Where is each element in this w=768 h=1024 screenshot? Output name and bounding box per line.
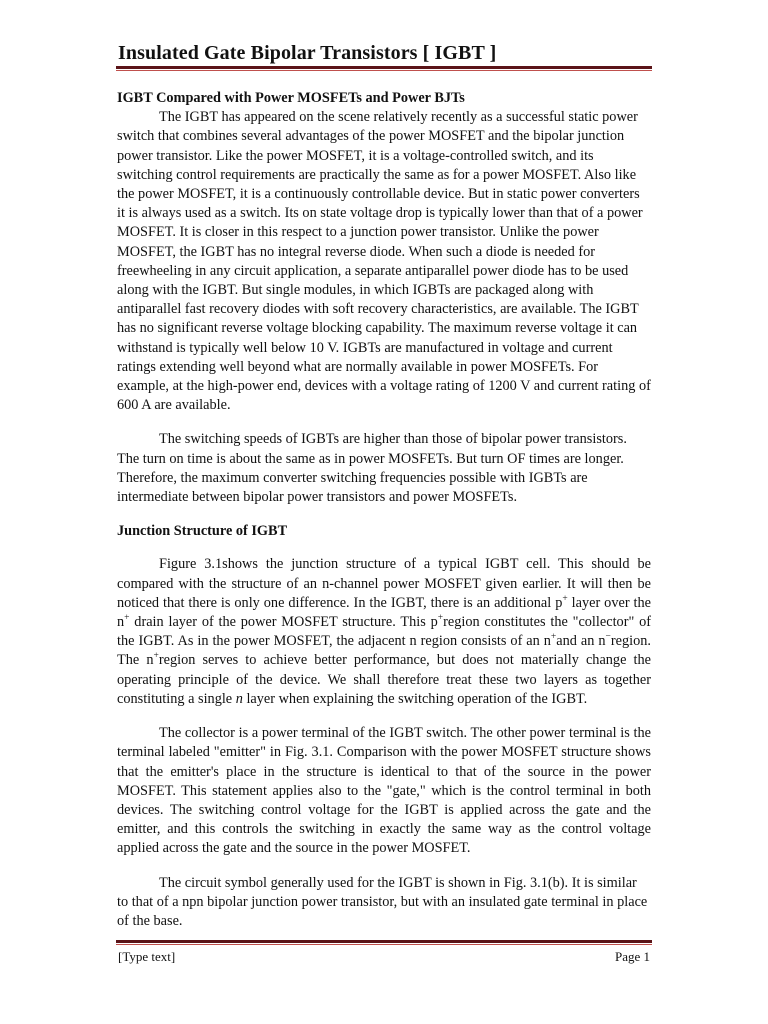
paragraph-comparison-1: The IGBT has appeared on the scene relatively recently as a successful static power switch that combines several advantages of the power MOSFET and the bipolar junction power transistor. Like the power MOSFET, it is a voltage-controlled switch, and its switching control requirements are practically the same as for a power MOSFET. Also like the power MOSFET, it is a continuously controllable device. But in static power converters it is always used as a switch. Its on state voltage drop is typically lower than that of a power MOSFET. It is closer in this respect to a junction power transistor. Unlike the power MOSFET, the IGBT has no integral reverse diode. When such a diode is needed for freewheeling in any circuit application, a separate antiparallel power diode has to be used along with the IGBT. But single modules, in which IGBTs are packaged along with antiparallel fast recovery diodes with soft recovery characteristics, are available. The IGBT has no significant reverse voltage blocking capability. The maximum reverse voltage it can withstand is typically well below 10 V. IGBTs are manufactured in voltage and current ratings extending well beyond what are normally available in power MOSFETs. For example, at the high-power end, devices with a voltage rating of 1200 V and current rating of 600 A are available. [117, 109, 651, 414]
superscript-plus: + [550, 632, 557, 643]
text-run: and an n [556, 633, 606, 650]
footer-rule-dark [116, 940, 652, 943]
superscript-plus: + [124, 613, 130, 624]
paragraph-junction-3: The circuit symbol generally used for the IGBT is shown in Fig. 3.1(b). It is similar to that of a npn bipolar junction power transistor, but with an insulated gate terminal in place of the base. [117, 874, 648, 929]
superscript-plus: + [437, 613, 444, 624]
text-run: region. The n [117, 633, 651, 669]
paragraph-comparison-2: The switching speeds of IGBTs are higher than those of bipolar power transistors. The turn on time is about the same as in power MOSFETs. But turn OF times are longer. Therefore, the maximum converter switching frequencies possible with IGBTs are intermediate between bipolar power transistors and power MOSFETs. [117, 431, 627, 506]
text-run: region constitutes the "collector" of the IGBT. As in the power MOSFET, the adjacent n region consists of an n [117, 614, 651, 650]
text-run: drain layer of the power MOSFET structure. This p [129, 614, 438, 631]
paragraph-junction-2: The collector is a power terminal of the IGBT switch. The other power terminal is the terminal labeled "emitter" in Fig. 3.1. Comparison with the power MOSFET structure shows that the emitter's place in the structure is identical to that of the source in the power MOSFET. This statement applies also to the "gate," which is the control terminal in both devices. The switching control voltage for the IGBT is applied across the gate and the emitter, and this controls the switching in exactly the same way as the control voltage applied across the gate and the source in the power MOSFET. [117, 725, 651, 857]
superscript-plus: + [562, 594, 568, 605]
section-heading-junction: Junction Structure of IGBT [117, 523, 288, 540]
text-run: layer over the n [117, 594, 651, 631]
text-run: region serves to achieve better performance, but does not materially change the operating principle of the device. We shall therefore treat these two layers as together constituting a single [117, 652, 651, 707]
italic-n: n [235, 690, 243, 707]
superscript-plus: + [153, 651, 159, 662]
paragraph-junction-1 [117, 555, 651, 709]
page-number: Page 1 [614, 949, 650, 964]
footer-placeholder-text: [Type text] [118, 949, 176, 964]
footer-rule-red [116, 944, 652, 945]
document-body [117, 89, 651, 931]
header-rule-red [116, 70, 652, 71]
header-title: Insulated Gate Bipolar Transistors [ IGBT ] [118, 42, 497, 64]
header-rule-dark [116, 66, 652, 69]
superscript-minus: − [605, 632, 611, 643]
section-heading-comparison: IGBT Compared with Power MOSFETs and Power BJTs [117, 90, 465, 106]
text-run: layer when explaining the switching operation of the IGBT. [242, 690, 588, 707]
text-run: Figure 3.1shows the junction structure of a typical IGBT cell. This should be compared with the structure of an n-channel power MOSFET given earlier. It will then be noticed that there is only one difference. In the IGBT, there is an additional p [117, 556, 651, 611]
